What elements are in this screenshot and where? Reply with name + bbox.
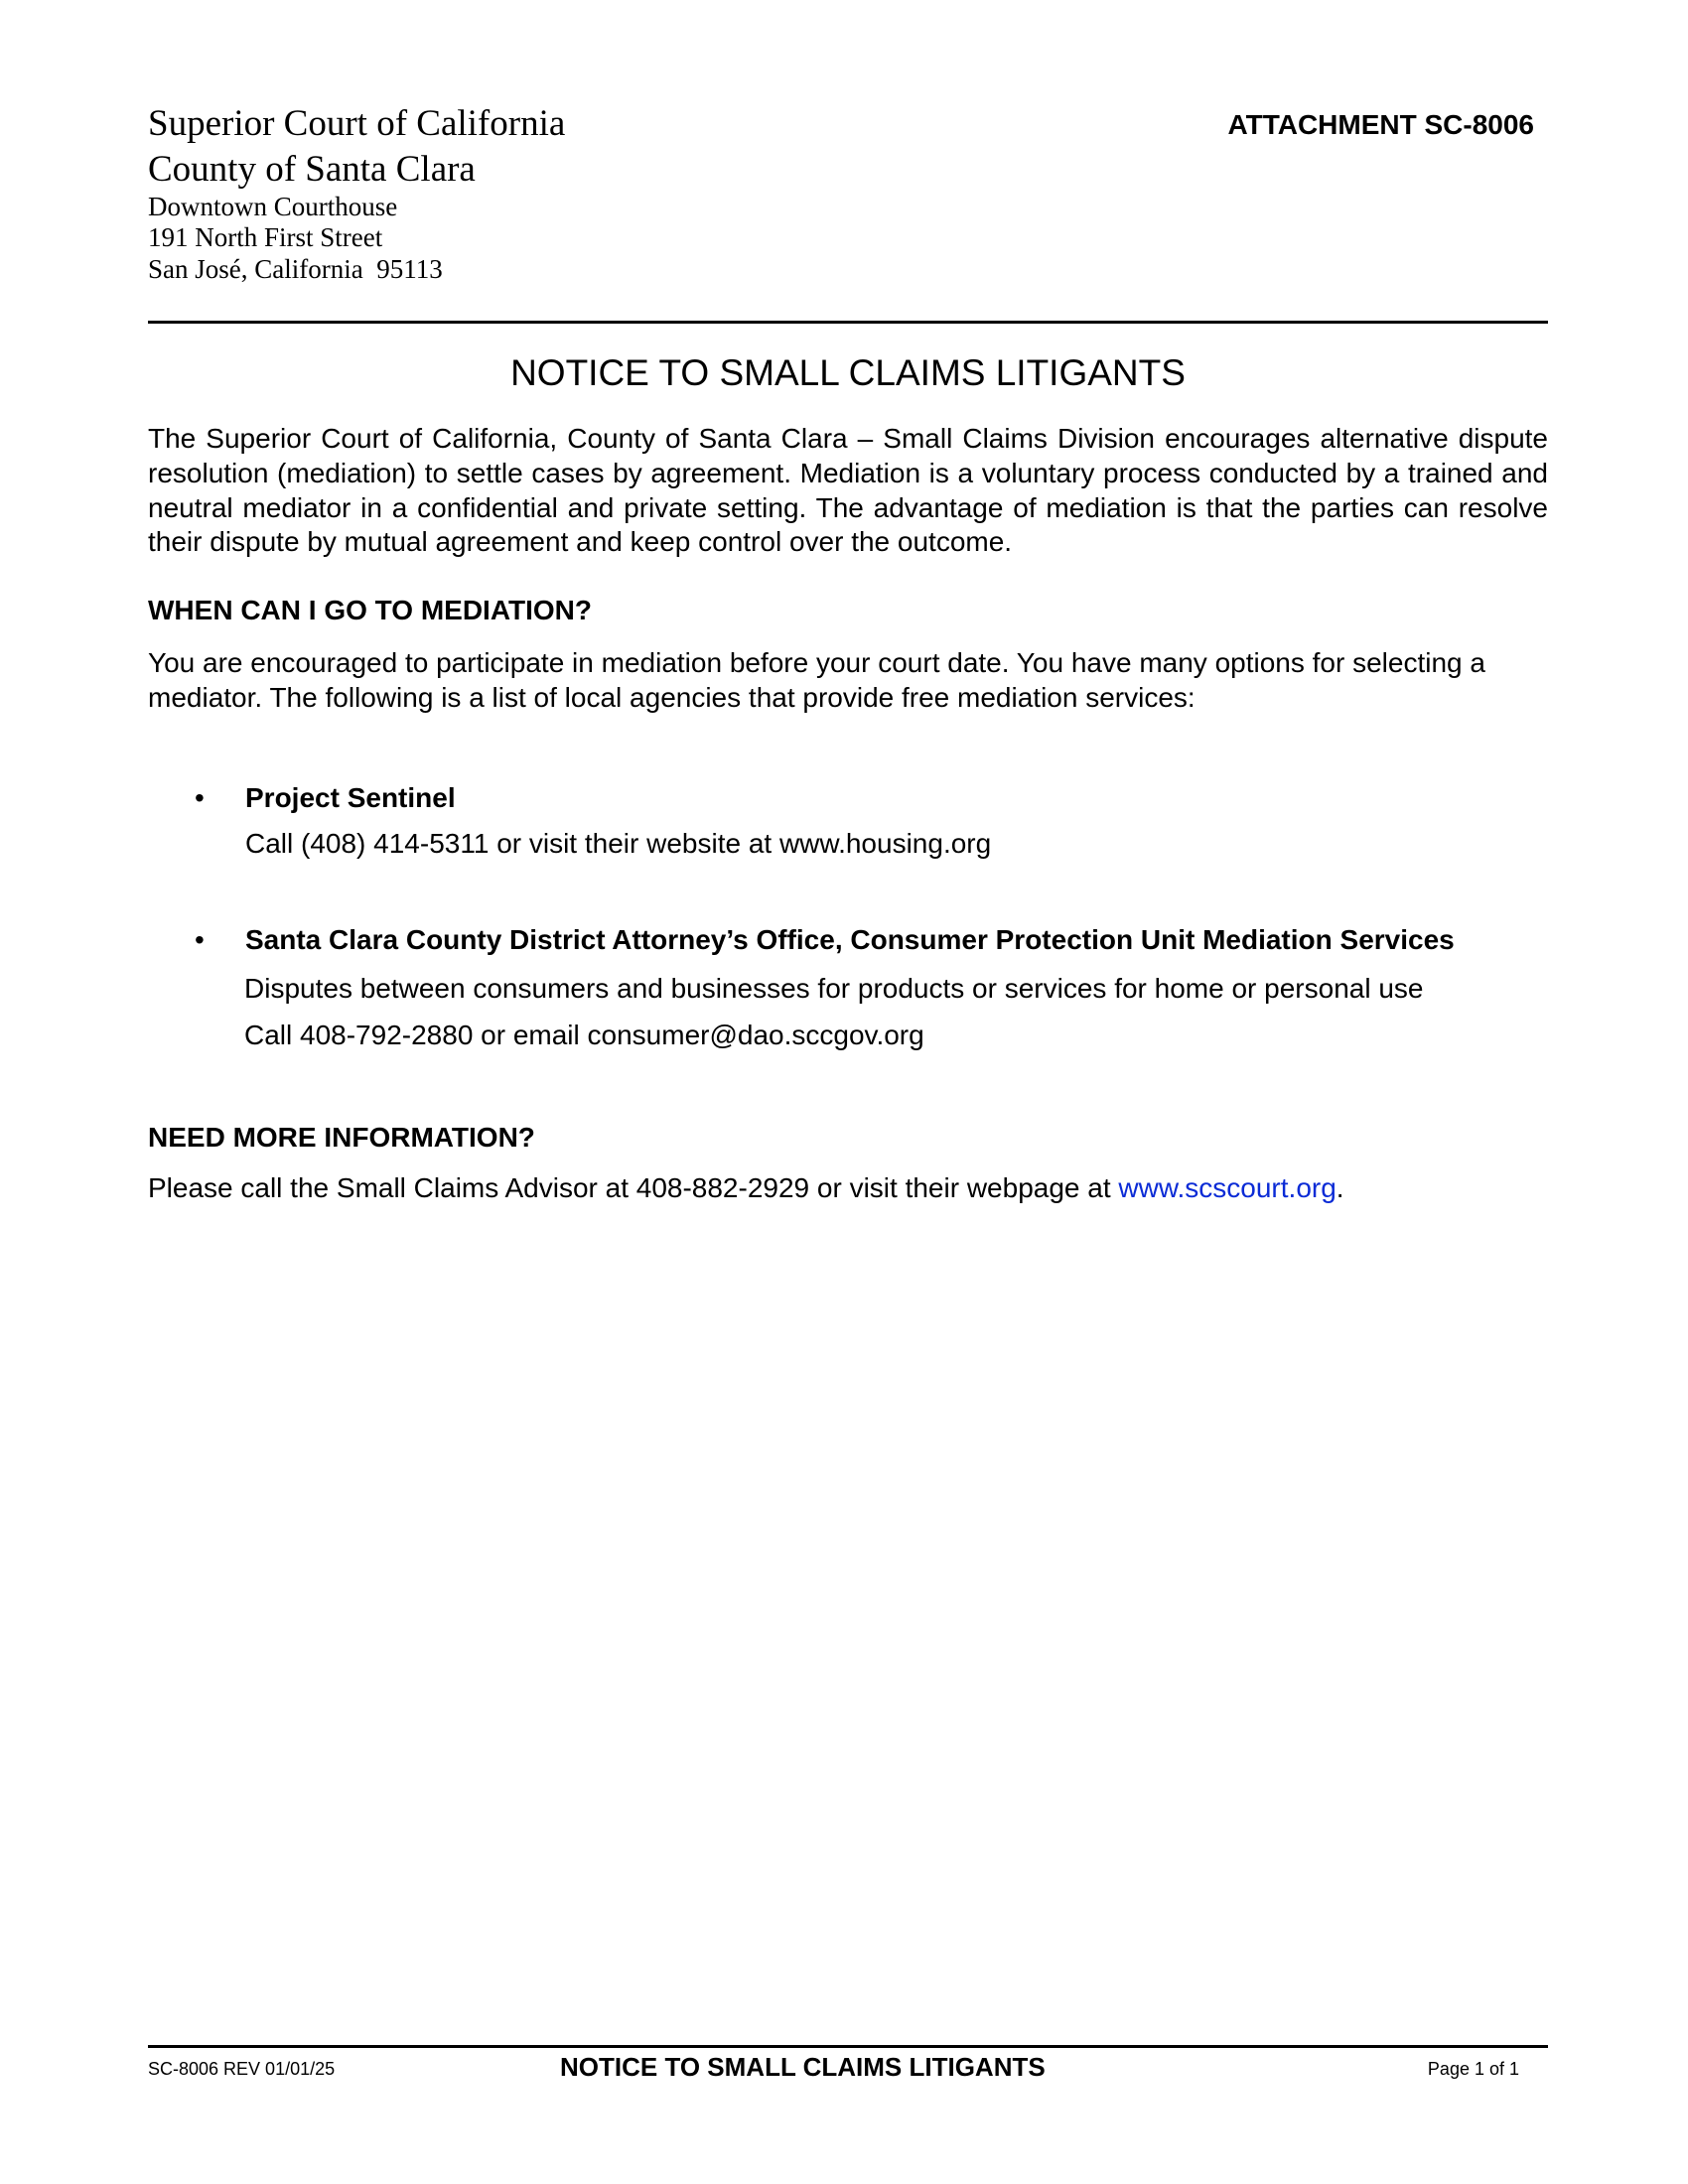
court-name: Superior Court of California [148,103,566,144]
section-heading-mediation: WHEN CAN I GO TO MEDIATION? [148,595,592,625]
address-line: San José, California 95113 [148,254,443,284]
address-line: Downtown Courthouse [148,192,398,221]
footer-divider [148,2045,1548,2048]
intro-paragraph: The Superior Court of California, County of Santa Clara – Small Claims Division encourages alternative dispute resolution (mediation) to settle cases by agreement. Mediation is a voluntary process conducted by a trained and neutral mediator in a confidential and private setting. The advantage of mediation is that the parties can resolve their dispute by mutual agreement and keep control over the outcome. [148,423,1548,558]
info-end: . [1336,1172,1344,1203]
header-divider [148,321,1548,324]
section-heading-info: NEED MORE INFORMATION? [148,1122,535,1153]
page-number: Page 1 of 1 [1427,2059,1519,2079]
bullet-icon: • [195,782,205,813]
county-name: County of Santa Clara [148,149,476,190]
footer-title: NOTICE TO SMALL CLAIMS LITIGANTS [560,2052,1046,2082]
info-text: Please call the Small Claims Advisor at 408-882-2929 or visit their webpage at [148,1172,1119,1203]
address-line: 191 North First Street [148,222,383,252]
agency-description: Disputes between consumers and businesses for products or services for home or personal use [244,973,1424,1004]
info-paragraph [148,1171,1548,1206]
mediation-paragraph: You are encouraged to participate in mediation before your court date. You have many options for selecting a mediator. The following is a list of local agencies that provide free mediation services: [148,647,1485,713]
attachment-label: ATTACHMENT SC-8006 [1227,109,1534,140]
agency-name: Santa Clara County District Attorney’s Office, Consumer Protection Unit Mediation Services [245,924,1455,955]
agency-name: Project Sentinel [245,782,456,813]
page-title: NOTICE TO SMALL CLAIMS LITIGANTS [510,352,1186,393]
scscourt-link[interactable]: www.scscourt.org [1118,1172,1336,1203]
bullet-icon: • [195,924,205,955]
agency-contact: Call (408) 414-5311 or visit their website at www.housing.org [245,828,992,859]
form-id: SC-8006 REV 01/01/25 [148,2059,336,2079]
agency-contact: Call 408-792-2880 or email consumer@dao.sccgov.org [244,1020,924,1050]
